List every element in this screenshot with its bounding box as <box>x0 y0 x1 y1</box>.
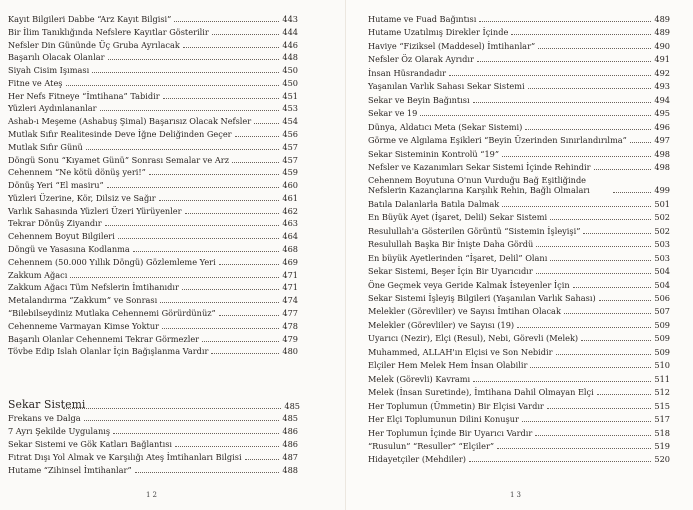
toc-entry-page: 518 <box>654 427 670 438</box>
toc-entry-title: Nefsler Öz Olarak Ayrıdır <box>368 54 474 65</box>
dot-leader <box>517 327 651 328</box>
toc-entry-page: 487 <box>282 452 298 462</box>
toc-entry[interactable] <box>368 162 670 172</box>
dot-leader <box>160 302 279 303</box>
toc-entry[interactable] <box>8 40 298 50</box>
section-title: Sekar Sistemi <box>8 398 86 411</box>
toc-entry-title: Zakkum Ağacı <box>8 269 68 280</box>
toc-entry[interactable] <box>368 108 670 118</box>
toc-entry-page: 498 <box>654 148 670 159</box>
toc-entry-title: Tövbe Edip Islah Olanlar İçin Bağışlanma Vardır <box>8 346 209 357</box>
toc-entry[interactable] <box>368 95 670 105</box>
toc-entry-title: Uyarıcı (Nezir), Elçi (Resul), Nebi, Görevli (Melek) <box>368 333 579 344</box>
toc-entry-title: Fıtrat Dışı Yol Almak ve Karşılığı Ateş İmtihanları Bilgisi <box>8 452 242 462</box>
toc-entry[interactable] <box>368 347 670 357</box>
toc-entry[interactable] <box>8 14 298 24</box>
toc-entry-title: Hutame ve Fuad Bağıntısı <box>368 14 477 24</box>
dot-leader <box>536 273 652 274</box>
right-page <box>346 0 693 510</box>
toc-entry-title: Resulullah'a Gösterilen Görüntü “Sistemin İşleyişi” <box>368 225 581 236</box>
dot-leader <box>613 192 651 193</box>
dot-leader <box>212 34 280 35</box>
toc-entry-page: 502 <box>654 212 670 223</box>
section-heading-entry <box>60 401 300 411</box>
toc-entry-title: 7 Ayrı Şekilde Uygulanış <box>8 426 111 436</box>
toc-entry[interactable] <box>8 180 298 190</box>
toc-entry[interactable] <box>368 374 670 384</box>
toc-entry-title: Mutlak Sıfır Günü <box>8 141 83 152</box>
toc-entry-title: Fitne ve Ateş <box>8 77 63 88</box>
toc-entry[interactable] <box>368 280 670 290</box>
toc-entry[interactable] <box>8 116 298 126</box>
toc-entry-page: 478 <box>282 320 298 331</box>
dot-leader <box>113 433 279 434</box>
toc-entry[interactable] <box>8 129 298 139</box>
toc-entry-page: 509 <box>654 346 670 357</box>
dot-leader <box>163 98 280 99</box>
dot-leader <box>105 225 280 226</box>
toc-entry-page: 489 <box>654 14 670 24</box>
toc-entry-title: Tekrar Dönüş Ziyandır <box>8 218 102 229</box>
toc-entry[interactable] <box>8 244 298 254</box>
toc-entry-title: Kayıt Bilgileri Dabbe “Arz Kayıt Bilgisi” <box>8 14 172 24</box>
toc-entry-page: 503 <box>654 239 670 250</box>
dot-leader <box>175 446 279 447</box>
toc-entry-title: En büyük Ayetlerinden “İşaret, Delil” Olanı <box>368 252 548 263</box>
toc-entry-page: 498 <box>654 161 670 172</box>
toc-entry-page: 469 <box>282 256 298 267</box>
toc-entry[interactable] <box>368 199 670 209</box>
toc-entry-page: 509 <box>654 333 670 344</box>
toc-entry-page: 471 <box>282 269 298 280</box>
dot-leader <box>235 136 280 137</box>
toc-entry-title: Nefsler Din Gününde Üç Gruba Ayrılacak <box>8 39 180 50</box>
toc-entry-page: 495 <box>654 108 670 119</box>
toc-entry-title: Muhammed, ALLAH'ın Elçisi ve Son Nebidir <box>368 346 553 357</box>
dot-leader <box>70 277 279 278</box>
toc-entry-title: Melekler (Görevliler) ve Sayısı (19) <box>368 319 515 330</box>
toc-entry[interactable] <box>368 226 670 236</box>
dot-leader <box>538 48 651 49</box>
toc-entry[interactable] <box>368 212 670 222</box>
toc-entry[interactable] <box>368 54 670 64</box>
toc-entry-page: 443 <box>282 14 298 24</box>
toc-entry[interactable] <box>368 428 670 438</box>
dot-leader <box>66 85 280 86</box>
toc-entry-page: 502 <box>654 225 670 236</box>
toc-entry[interactable] <box>8 155 298 165</box>
toc-entry-page: 464 <box>282 231 298 242</box>
toc-entry-title: Her Elçi Toplumunun Dilini Konuşur <box>368 414 519 425</box>
dot-leader <box>159 200 280 201</box>
toc-entry[interactable] <box>368 333 670 343</box>
dot-leader <box>550 260 651 261</box>
toc-entry[interactable] <box>368 41 670 51</box>
dot-leader <box>100 110 280 111</box>
toc-entry[interactable] <box>368 14 670 24</box>
dot-leader <box>479 21 651 22</box>
toc-entry[interactable] <box>368 293 670 303</box>
dot-leader <box>547 408 652 409</box>
toc-entry[interactable] <box>368 266 670 276</box>
dot-leader <box>420 115 651 116</box>
dot-leader <box>581 340 651 341</box>
toc-entry-page: 477 <box>282 307 298 318</box>
toc-entry[interactable] <box>8 308 298 318</box>
toc-entry-title: Sekar Sistemi, Beşer İçin Bir Uyarıcıdır <box>368 266 533 277</box>
toc-entry-page: 496 <box>654 121 670 132</box>
dot-leader <box>183 47 280 48</box>
toc-entry[interactable] <box>368 239 670 249</box>
toc-entry-page: 490 <box>654 40 670 51</box>
dot-leader <box>149 174 280 175</box>
dot-leader <box>556 354 652 355</box>
toc-entry[interactable] <box>368 387 670 397</box>
toc-entry-title: Mutlak Sıfır Realitesinde Deve İğne Deliğinden Geçer <box>8 129 232 140</box>
dot-leader <box>219 315 280 316</box>
dot-leader <box>135 472 280 473</box>
dot-leader <box>550 219 651 220</box>
toc-entry-page: 471 <box>282 282 298 293</box>
toc-entry[interactable] <box>368 306 670 316</box>
dot-leader <box>86 149 280 150</box>
dot-leader <box>535 435 651 436</box>
toc-entry-title: Resulullah Başka Bir İnişte Daha Gördü <box>368 239 534 250</box>
dot-leader <box>502 156 651 157</box>
dot-leader <box>564 313 651 314</box>
toc-entry-page: 480 <box>282 346 298 357</box>
toc-entry-title: Döngü ve Yasasına Kodlanma <box>8 244 130 255</box>
toc-entry-title: Sekar ve Beyin Bağıntısı <box>368 94 470 105</box>
toc-entry[interactable] <box>8 439 298 449</box>
toc-entry-title: Her Nefs Fitneye “İmtihana” Tabidir <box>8 90 160 101</box>
toc-entry-title: Dönüş Yeri “El masiru” <box>8 180 104 191</box>
toc-entry-title: Zakkum Ağacı Tüm Nefslerin İmtihanıdır <box>8 282 179 293</box>
toc-entry-page: 520 <box>654 454 670 465</box>
toc-entry-page: 515 <box>654 400 670 411</box>
toc-entry[interactable] <box>368 135 670 145</box>
dot-leader <box>108 59 280 60</box>
toc-entry-title: Bir İlim Tanıklığında Nefslere Kayıtlar Gösterilir <box>8 26 209 37</box>
toc-entry-page: 468 <box>282 244 298 255</box>
toc-entry-title: En Büyük Ayet (İşaret, Delil) Sekar Sistemi <box>368 212 548 223</box>
dot-leader <box>473 102 652 103</box>
toc-entry-title: Yüzleri Üzerine, Kör, Dilsiz ve Sağır <box>8 192 156 203</box>
dot-leader <box>583 233 651 234</box>
toc-entry-title: Dünya, Aldatıcı Meta (Sekar Sistemi) <box>368 121 523 132</box>
dot-leader <box>525 129 651 130</box>
toc-entry-page: 479 <box>282 333 298 344</box>
toc-entry-page: 494 <box>654 94 670 105</box>
dot-leader <box>449 75 651 76</box>
toc-entry-page: 450 <box>282 77 298 88</box>
toc-entry-page: 503 <box>654 252 670 263</box>
toc-entry-title: Her Toplumun İçinde Bir Uyarıcı Vardır <box>368 427 533 438</box>
toc-entry[interactable] <box>8 103 298 113</box>
dot-leader <box>594 169 652 170</box>
dot-leader <box>469 461 651 462</box>
toc-entry-title: “Rusulun” “Resuller” “Elçiler” <box>368 440 495 451</box>
dot-leader <box>477 61 651 62</box>
toc-entry-page: 446 <box>282 39 298 50</box>
toc-entry-title: Haviye “Fiziksel (Maddesel) İmtihanlar” <box>368 40 536 51</box>
toc-entry[interactable] <box>368 149 670 159</box>
page-number: 13 <box>510 491 523 499</box>
toc-entry-page: 510 <box>654 360 670 371</box>
toc-entry[interactable] <box>368 175 670 195</box>
section-page-number: 485 <box>284 401 300 411</box>
dot-leader <box>254 123 279 124</box>
toc-entry[interactable] <box>368 27 670 37</box>
toc-entry-title: Döngü Sonu “Kıyamet Günü” Sonrası Semalar ve Arz <box>8 154 230 165</box>
toc-entry-title: Sekar Sistemi İşleyiş Bilgileri (Yaşanılan Varlık Sahası) <box>368 293 596 303</box>
toc-entry-title: Cehenneme Varmayan Kimse Yoktur <box>8 320 160 331</box>
dot-leader <box>511 34 651 35</box>
toc-entry-title: Elçiler Hem Melek Hem İnsan Olabilir <box>368 360 528 371</box>
toc-entry[interactable] <box>8 52 298 62</box>
toc-entry[interactable] <box>368 454 670 464</box>
toc-entry-page: 504 <box>654 279 670 290</box>
toc-entry-title: Sekar ve 19 <box>368 108 418 119</box>
toc-entry-page: 519 <box>654 440 670 451</box>
toc-entry-title: Batıla Dalanlarla Batıla Dalmak <box>368 198 500 209</box>
toc-entry-title: Melekler (Görevliler) ve Sayısı İmtihan Olacak <box>368 306 561 317</box>
toc-entry-title: Her Toplumun (Ümmetin) Bir Elçisi Vardır <box>368 400 544 411</box>
dot-leader <box>599 300 652 301</box>
toc-entry[interactable] <box>8 321 298 331</box>
dot-leader <box>497 448 651 449</box>
toc-entry-page: 509 <box>654 319 670 330</box>
toc-entry-title: Görme ve Algılama Eşikleri “Beyin Üzerinden Sınırlandırılma” <box>368 135 627 146</box>
dot-leader <box>182 289 279 290</box>
toc-entry-page: 486 <box>282 426 298 436</box>
toc-entry-page: 501 <box>654 198 670 209</box>
toc-entry[interactable] <box>368 320 670 330</box>
toc-entry[interactable] <box>8 167 298 177</box>
dot-leader <box>522 421 651 422</box>
toc-entry[interactable] <box>8 270 298 280</box>
toc-entry-page: 489 <box>654 27 670 38</box>
toc-entry-title: Hutame Uzatılmış Direkler İçinde <box>368 27 509 38</box>
toc-entry[interactable] <box>8 257 298 267</box>
toc-entry-page: 454 <box>282 116 298 127</box>
toc-entry-title: Melek (İnsan Suretinde), İmtihana Dahil Olmayan Elçi <box>368 387 594 398</box>
dot-leader <box>202 341 279 342</box>
toc-entry[interactable] <box>8 78 298 88</box>
toc-entry-page: 462 <box>282 205 298 216</box>
toc-entry-page: 460 <box>282 180 298 191</box>
toc-entry-title: Nefsler ve Kazanımları Sekar Sistemi İçinde Rehindir <box>368 161 591 172</box>
toc-entry-title: Cehennem “Ne kötü dönüş yeri!” <box>8 167 146 178</box>
toc-entry[interactable] <box>8 65 298 75</box>
toc-entry[interactable] <box>8 334 298 344</box>
toc-entry[interactable] <box>368 414 670 424</box>
toc-entry-page: 499 <box>654 185 670 196</box>
toc-entry-title: Hutame “Zihinsel İmtihanlar” <box>8 465 132 475</box>
toc-entry[interactable] <box>8 231 298 241</box>
dot-leader <box>133 251 280 252</box>
toc-entry-title: Frekans ve Dalga <box>8 413 81 423</box>
toc-entry[interactable] <box>8 465 298 475</box>
dot-leader <box>84 420 280 421</box>
toc-entry[interactable] <box>368 401 670 411</box>
toc-entry-page: 507 <box>654 306 670 317</box>
toc-entry[interactable] <box>368 122 670 132</box>
toc-entry-page: 461 <box>282 192 298 203</box>
dot-leader <box>536 246 651 247</box>
toc-entry-page: 492 <box>654 67 670 78</box>
toc-entry[interactable] <box>8 452 298 462</box>
toc-entry[interactable] <box>368 253 670 263</box>
toc-entry-title: Cehennem (50.000 Yıllık Döngü) Gözlemleme Yeri <box>8 256 216 267</box>
toc-entry-title: Varlık Sahasında Yüzleri Üzeri Yürüyenler <box>8 205 182 216</box>
toc-entry-page: 504 <box>654 266 670 277</box>
toc-entry[interactable] <box>8 346 298 356</box>
toc-entry-page: 485 <box>282 413 298 423</box>
left-page <box>0 0 346 510</box>
toc-entry-title: Başarılı Olacak Olanlar <box>8 52 105 63</box>
toc-entry[interactable] <box>368 360 670 370</box>
toc-entry-page: 497 <box>654 135 670 146</box>
toc-entry-page: 486 <box>282 439 298 449</box>
dot-leader <box>107 187 280 188</box>
dot-leader <box>219 264 280 265</box>
toc-entry-page: 451 <box>282 90 298 101</box>
toc-entry[interactable] <box>8 282 298 292</box>
toc-entry-page: 459 <box>282 167 298 178</box>
toc-entry-title: Metalandırma “Zakkum” ve Sonrası <box>8 295 158 306</box>
toc-entry[interactable] <box>368 81 670 91</box>
toc-entry[interactable] <box>8 206 298 216</box>
toc-entry-title: Cehennem Boyut Bilgileri <box>8 231 115 242</box>
toc-entry-title: Siyah Cisim Işıması <box>8 65 90 76</box>
dot-leader <box>174 21 279 22</box>
dot-leader <box>528 88 652 89</box>
dot-leader <box>185 213 280 214</box>
toc-entry-page: 491 <box>654 54 670 65</box>
toc-entry-page: 517 <box>654 414 670 425</box>
toc-entry[interactable] <box>8 295 298 305</box>
toc-entry-title: Sekar Sistemi ve Gök Katları Bağlantısı <box>8 439 173 449</box>
toc-entry-page: 457 <box>282 141 298 152</box>
toc-entry[interactable] <box>8 413 298 423</box>
dot-leader <box>597 394 652 395</box>
dot-leader <box>573 287 652 288</box>
dot-leader <box>63 408 281 409</box>
page-number: 12 <box>146 491 159 499</box>
toc-entry[interactable] <box>8 142 298 152</box>
toc-entry-title: Yüzleri Aydınlananlar <box>8 103 97 114</box>
dot-leader <box>473 381 651 382</box>
dot-leader <box>211 353 279 354</box>
toc-entry-title: Yaşanılan Varlık Sahası Sekar Sistemi <box>368 81 525 92</box>
toc-entry-page: 474 <box>282 295 298 306</box>
dot-leader <box>232 162 279 163</box>
toc-entry[interactable] <box>368 441 670 451</box>
toc-entry-page: 457 <box>282 154 298 165</box>
toc-entry-title: Başarılı Olanlar Cehennemi Tekrar Görmezler <box>8 333 200 344</box>
toc-entry-page: 488 <box>282 465 298 475</box>
toc-entry[interactable] <box>8 193 298 203</box>
toc-entry[interactable] <box>368 68 670 78</box>
dot-leader <box>92 72 279 73</box>
dot-leader <box>502 206 651 207</box>
dot-leader <box>162 328 279 329</box>
toc-entry-title: Melek (Görevli) Kavramı <box>368 373 471 384</box>
toc-entry-page: 511 <box>654 373 670 384</box>
toc-entry[interactable] <box>8 91 298 101</box>
dot-leader <box>530 367 651 368</box>
toc-entry-title: Sekar Sisteminin Kontrolü “19” <box>368 148 500 159</box>
toc-entry-page: 506 <box>654 293 670 303</box>
toc-entry-title: Cehennem Boyutuna O'nun Vurduğu Bağ Eşitliğinde Nefslerin Kazançlarına Karşılık Rehin, Bağlı Olmaları <box>368 175 590 196</box>
toc-entry-page: 493 <box>654 81 670 92</box>
toc-entry-page: 463 <box>282 218 298 229</box>
dot-leader <box>245 459 280 460</box>
toc-entry-title: İnsan Hüsrandadır <box>368 67 447 78</box>
toc-entry[interactable] <box>8 218 298 228</box>
toc-entry-page: 512 <box>654 387 670 398</box>
toc-entry-page: 453 <box>282 103 298 114</box>
toc-entry-title: “Bilebilseydiniz Mutlaka Cehennemi Görürdünüz” <box>8 307 216 318</box>
toc-entry-page: 456 <box>282 129 298 140</box>
toc-entry-page: 450 <box>282 65 298 76</box>
toc-entry-page: 448 <box>282 52 298 63</box>
toc-entry-title: Hidayetçiler (Mehdiler) <box>368 454 466 465</box>
toc-entry-page: 444 <box>282 26 298 37</box>
toc-entry[interactable] <box>8 27 298 37</box>
toc-entry-title: Öne Geçmek veya Geride Kalmak İsteyenler İçin <box>368 279 570 290</box>
toc-entry[interactable] <box>8 426 298 436</box>
dot-leader <box>118 238 280 239</box>
toc-entry-title: Ashab-ı Meşeme (Ashabuş Şimal) Başarısız Olacak Nefsler <box>8 116 252 127</box>
dot-leader <box>630 142 652 143</box>
